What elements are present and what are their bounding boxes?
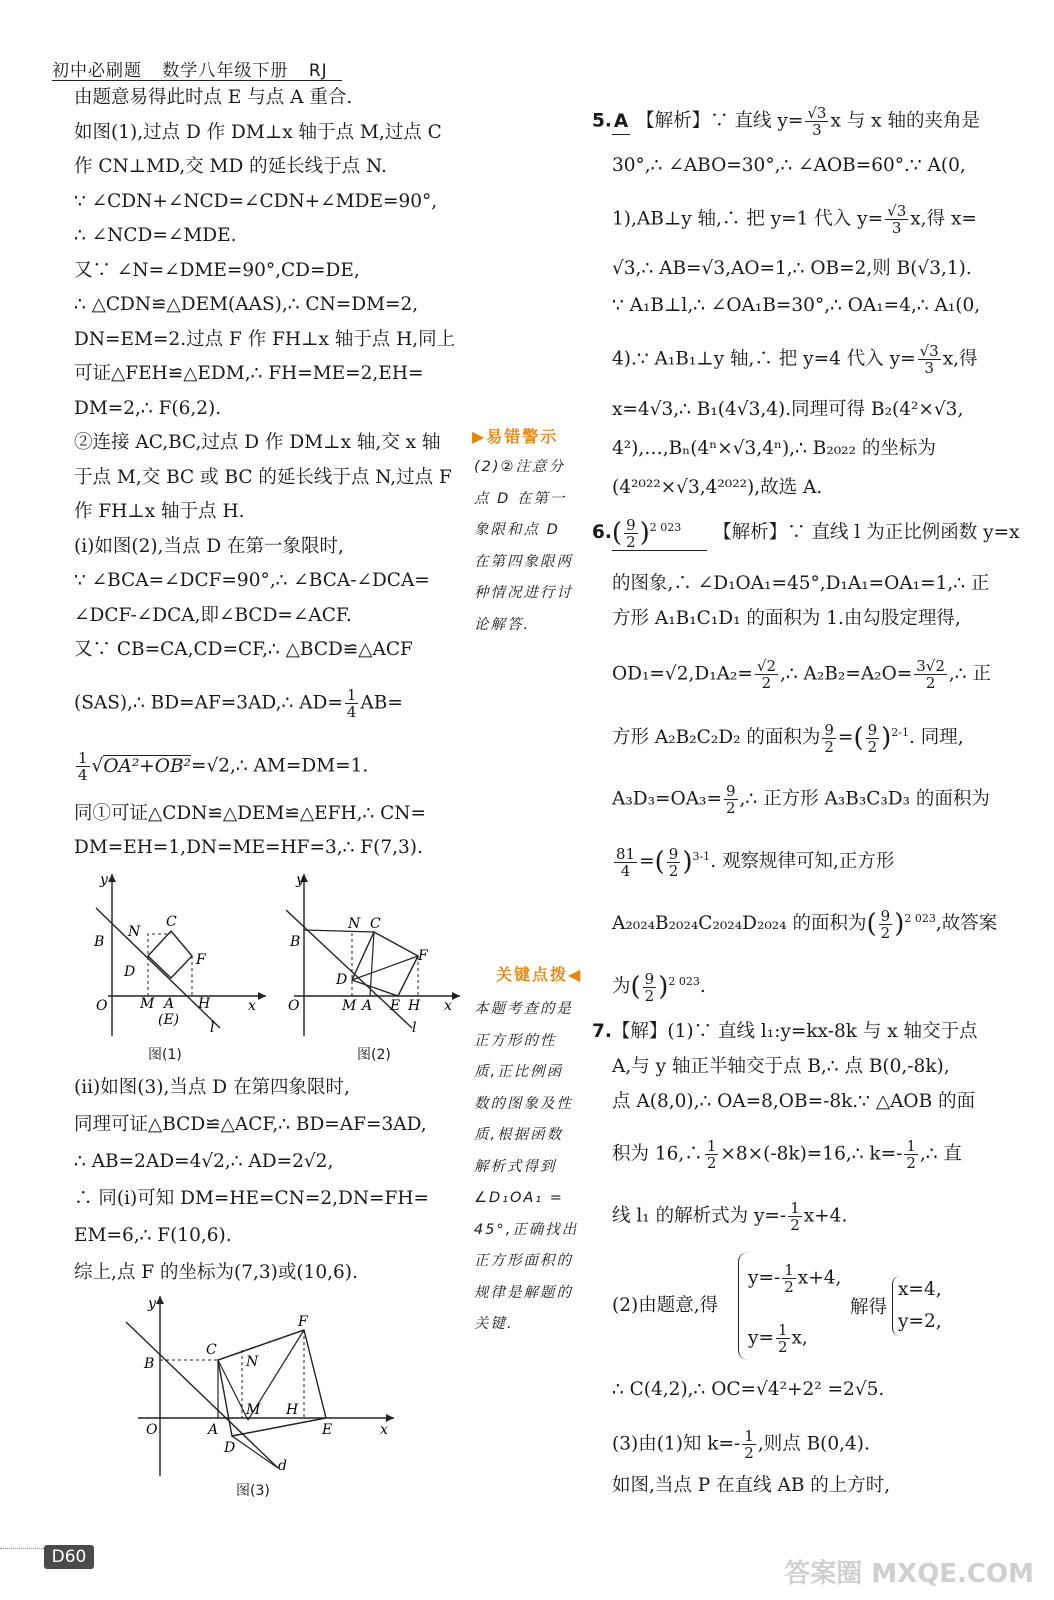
note-line: 象限和点 D <box>474 522 560 538</box>
note-line: ∠D₁OA₁ = <box>474 1190 564 1206</box>
text-line: DM=2,∴ F(6,2). <box>74 397 222 419</box>
note-line: 规律是解题的 <box>474 1284 573 1301</box>
mistake-note-title: ▶易错警示 <box>472 427 559 446</box>
text-line: 综上,点 F 的坐标为(7,3)或(10,6). <box>74 1262 358 1283</box>
q5-line-4: √3,∴ AB=√3,AO=1,∴ OB=2,则 B(√3,1). <box>612 258 972 279</box>
fig2-a-label: A <box>362 998 373 1014</box>
figure-2-caption: 图(2) <box>357 1047 391 1063</box>
fig1-l-label: l <box>210 1020 215 1036</box>
note-line: 正方形的性 <box>474 1032 557 1049</box>
q7-line-7: ∴ C(4,2),∴ OC=√4²+2² =2√5. <box>612 1379 885 1400</box>
note-line: 质,根据函数 <box>474 1127 564 1143</box>
q7-solution-x: x=4, <box>898 1279 942 1300</box>
mistake-note-text <box>474 452 582 641</box>
fig1-x-label: x <box>248 998 256 1014</box>
fig1-n-label: N <box>128 924 141 940</box>
fig3-h-label: H <box>286 1402 299 1418</box>
q7-line-1: 7.【解】(1)∵ 直线 l₁:y=kx-8k 与 x 轴交于点 <box>592 1021 978 1042</box>
fig3-o-label: O <box>146 1422 158 1438</box>
q6-number: 6. <box>592 522 612 544</box>
q7-line-6: (2)由题意,得 <box>612 1295 719 1316</box>
q7-line-5: 线 l₁ 的解析式为 y=- $\frac{1}{2}$ x+4. <box>612 1199 848 1234</box>
fig2-b-label: B <box>290 934 301 950</box>
q7-system-eq2: y= $\frac{1}{2}$ x, <box>748 1321 808 1356</box>
q5-line-2: 30°,∴ ∠ABO=30°,∴ ∠AOB=60°.∵ A(0, <box>612 155 966 176</box>
text-line: 可证△FEH≌△EDM,∴ FH=ME=2,EH= <box>74 363 424 384</box>
note-line: 本题考查的是 <box>474 1001 573 1017</box>
fig1-a-label: A <box>164 996 175 1012</box>
note-line: 45°,正确找出 <box>474 1221 579 1238</box>
key-note-title: 关键点拨◀ <box>496 965 583 984</box>
fig3-d-label: D <box>224 1440 236 1456</box>
radicand: OA²+OB² <box>103 755 191 777</box>
note-line: 关键. <box>474 1316 514 1332</box>
footer-dotted-rule <box>0 1548 44 1549</box>
q7-line-2: A,与 y 轴正半轴交于点 B,∴ 点 B(0,-8k), <box>612 1056 950 1077</box>
fraction: $\frac{1}{4}$ <box>346 686 357 721</box>
fig2-d-label: D <box>336 972 348 988</box>
text-line: DM=EH=1,DN=ME=HF=3,∴ F(7,3). <box>74 837 423 858</box>
note-line: (2)②注意分 <box>474 459 566 475</box>
fig3-f-label: F <box>298 1314 308 1330</box>
q5-line-8: 4²),…,Bₙ(4ⁿ×√3,4ⁿ),∴ B₂₀₂₂ 的坐标为 <box>612 438 936 459</box>
text-line: ②连接 AC,BC,过点 D 作 DM⊥x 轴,交 x 轴 <box>74 432 441 453</box>
q6-line-7: $\frac{81}{4}$ =( $\frac{9}{2}$ )$^{3-1}$. 观察规律可知,正方形 <box>616 844 895 880</box>
sqrt-line: $\frac{1}{4}$ √OA²+OB²=√2,∴ AM=DM=1. <box>78 749 369 784</box>
fig1-f-label: F <box>196 952 206 968</box>
figure-1-caption: 图(1) <box>148 1047 182 1063</box>
fig2-n-label: N <box>348 916 361 932</box>
q6-line-1: 6.( $\frac{9}{2}$ )$^{2 023}$ 【解析】∵ 直线 l 为正比例函数 y=x <box>592 515 1020 551</box>
q7-number: 7. <box>592 1021 612 1042</box>
fig1-d-label: D <box>124 964 136 980</box>
fig1-h-label: H <box>198 996 211 1012</box>
fig1-o-label: O <box>96 998 108 1014</box>
text-line: ∴ 同(i)可知 DM=HE=CN=2,DN=FH= <box>74 1188 430 1209</box>
q5-line-5: ∵ A₁B⊥l,∴ ∠OA₁B=30°,∴ OA₁=4,∴ A₁(0, <box>612 295 981 316</box>
q7-solve-label: 解得 <box>850 1297 888 1318</box>
fig1-m-label: M <box>140 996 155 1012</box>
figure-1 <box>88 868 270 1038</box>
figure-2 <box>278 868 462 1038</box>
text-line: EM=6,∴ F(10,6). <box>74 1225 232 1246</box>
fig2-h-label: H <box>408 998 421 1014</box>
text-line: (ii)如图(3),当点 D 在第四象限时, <box>74 1077 350 1098</box>
text-line: 同①可证△CDN≌△DEM≌△EFH,∴ CN= <box>74 803 426 824</box>
fig2-c-label: C <box>370 916 381 932</box>
fig3-a-label: A <box>208 1422 219 1438</box>
text-line: ∴ △CDN≌△DEM(AAS),∴ CN=DM=2, <box>74 294 419 315</box>
text-line: 作 FH⊥x 轴于点 H. <box>74 501 245 522</box>
q7-line-8: (3)由(1)知 k=- $\frac{1}{2}$ ,则点 B(0,4). <box>612 1427 870 1462</box>
fig2-l-label: l <box>412 1020 417 1036</box>
q5-answer: A <box>612 110 630 135</box>
text-line: ∠DCF-∠DCA,即∠BCD=∠ACF. <box>74 604 352 626</box>
key-note-text <box>474 994 582 1341</box>
q7-line-3: 点 A(8,0),∴ OA=8,OB=-8k.∵ △AOB 的面 <box>612 1091 976 1112</box>
fig3-y-label: y <box>148 1296 156 1312</box>
fig3-x-label: x <box>380 1422 388 1438</box>
note-line: 种情况进行讨 <box>474 585 573 601</box>
q5-tag: 【解析】 <box>636 110 711 132</box>
fig1-b-label: B <box>94 934 105 950</box>
fig3-c-label: C <box>206 1342 217 1358</box>
fig1-y-label: y <box>100 872 108 888</box>
q5-line-7: x=4√3,∴ B₁(4√3,4).同理可得 B₂(4²×√3, <box>612 399 964 420</box>
figure-3-caption: 图(3) <box>236 1483 270 1499</box>
q6-answer: ( $\frac{9}{2}$ )$^{2 023}$ <box>612 516 707 551</box>
sas-pre: (SAS),∴ BD=AF=3AD,∴ AD= <box>74 692 343 714</box>
q5-number: 5. <box>592 110 612 132</box>
q6-line-8: A₂₀₂₄B₂₀₂₄C₂₀₂₄D₂₀₂₄ 的面积为( $\frac{9}{2}$ )$^{2 023}$,故答案 <box>612 906 998 942</box>
note-line: 点 D 在第一 <box>474 490 567 507</box>
q5-line-1: 5. A 【解析】∵ 直线 y= $\frac{√3}{3}$ x 与 x 轴的夹角是 <box>592 104 980 139</box>
note-line: 在第四象限两 <box>474 553 573 570</box>
q6-line-9: 为( $\frac{9}{2}$ )$^{2 023}$. <box>612 969 706 1005</box>
sqrt-post: =√2,∴ AM=DM=1. <box>190 755 369 777</box>
sas-post: AB= <box>360 692 403 714</box>
q5-line-3: 1),AB⊥y 轴,∴ 把 y=1 代入 y= $\frac{√3}{3}$ x,得 x= <box>612 202 977 237</box>
fig3-b-label: B <box>144 1356 155 1372</box>
fig1-c-label: C <box>166 914 177 930</box>
text-line: 作 CN⊥MD,交 MD 的延长线于点 N. <box>74 156 387 177</box>
figure-3 <box>118 1290 402 1480</box>
text-line: DN=EM=2.过点 F 作 FH⊥x 轴于点 H,同上 <box>74 328 456 350</box>
text-line: ∵ ∠BCA=∠DCF=90°,∴ ∠BCA-∠DCA= <box>74 570 430 591</box>
text-line: ∴ ∠NCD=∠MDE. <box>74 225 237 246</box>
q6-line-5: 方形 A₂B₂C₂D₂ 的面积为 $\frac{9}{2}$ =( $\frac{9}{2}$ )$^{2-1}$. 同理, <box>612 720 964 756</box>
note-line: 论解答. <box>474 616 531 633</box>
text-line: 如图(1),过点 D 作 DM⊥x 轴于点 M,过点 C <box>74 121 442 143</box>
fig3-m-label: M <box>246 1402 261 1418</box>
note-line: 正方形面积的 <box>474 1253 573 1269</box>
header-rule <box>52 80 342 81</box>
fraction: $\frac{1}{4}$ <box>78 749 88 784</box>
q6-line-3: 方形 A₁B₁C₁D₁ 的面积为 1.由勾股定理得, <box>612 608 961 629</box>
fig2-o-label: O <box>288 998 300 1014</box>
fig1-e-label: (E) <box>158 1012 180 1028</box>
q7-solution-y: y=2, <box>898 1311 942 1332</box>
fig2-f-label: F <box>418 948 428 964</box>
book-title: 初中必刷题 <box>52 61 142 81</box>
fig2-x-label: x <box>444 998 452 1014</box>
q5-line-9: (4²⁰²²×√3,4²⁰²²),故选 A. <box>612 477 823 498</box>
q6-line-4: OD₁=√2,D₁A₂= $\frac{√2}{2}$ ,∴ A₂B₂=A₂O= $\frac{3√2}{2}$ ,∴ 正 <box>612 657 991 692</box>
q7-line-4: 积为 16,∴ $\frac{1}{2}$ ×8×(-8k)=16,∴ k=- $\frac{1}{2}$ ,∴ 直 <box>612 1137 962 1172</box>
note-line: 解析式得到 <box>474 1158 557 1175</box>
text-line: (i)如图(2),当点 D 在第一象限时, <box>74 535 344 557</box>
note-line: 数的图象及性 <box>474 1095 573 1112</box>
text-line: 又∵ ∠N=∠DME=90°,CD=DE, <box>74 259 360 281</box>
watermark: 答案圈 MXQE.COM <box>784 1559 1034 1589</box>
q7-system-eq1: y=- $\frac{1}{2}$ x+4, <box>748 1261 842 1296</box>
fig3-e-label: E <box>322 1422 333 1438</box>
fig3-d-line-label: d <box>278 1458 287 1474</box>
page-number-badge: D60 <box>44 1545 94 1569</box>
fig3-n-label: N <box>246 1354 259 1370</box>
text-line: 于点 M,交 BC 或 BC 的延长线于点 N,过点 F <box>74 466 452 488</box>
q5-line-6: 4).∵ A₁B₁⊥y 轴,∴ 把 y=4 代入 y= $\frac{√3}{3}$ x,得 <box>612 342 978 377</box>
edition-label: RJ <box>308 61 328 81</box>
text-line: 由题意易得此时点 E 与点 A 重合. <box>74 87 353 108</box>
page-header <box>52 56 342 81</box>
text-line: 同理可证△BCD≌△ACF,∴ BD=AF=3AD, <box>74 1114 427 1135</box>
sas-line <box>74 687 403 720</box>
q6-line-2: 的图象,∴ ∠D₁OA₁=45°,D₁A₁=OA₁=1,∴ 正 <box>612 573 990 594</box>
fig2-e-label: E <box>390 998 401 1014</box>
q6-line-6: A₃D₃=OA₃= $\frac{9}{2}$ ,∴ 正方形 A₃B₃C₃D₃ 的面积为 <box>612 782 990 817</box>
note-line: 质,正比例函 <box>474 1064 564 1080</box>
fig2-m-label: M <box>342 998 357 1014</box>
q7-tag: 【解】 <box>611 1021 668 1042</box>
q7-line-9: 如图,当点 P 在直线 AB 的上方时, <box>612 1475 891 1496</box>
text-line: 又∵ CB=CA,CD=CF,∴ △BCD≌△ACF <box>74 639 413 660</box>
text-line: ∵ ∠CDN+∠NCD=∠CDN+∠MDE=90°, <box>74 190 438 212</box>
q6-tag: 【解析】 <box>713 522 788 544</box>
fig2-y-label: y <box>296 872 304 888</box>
text-line: ∴ AB=2AD=4√2,∴ AD=2√2, <box>74 1151 334 1172</box>
subject-title: 数学八年级下册 <box>162 61 289 81</box>
